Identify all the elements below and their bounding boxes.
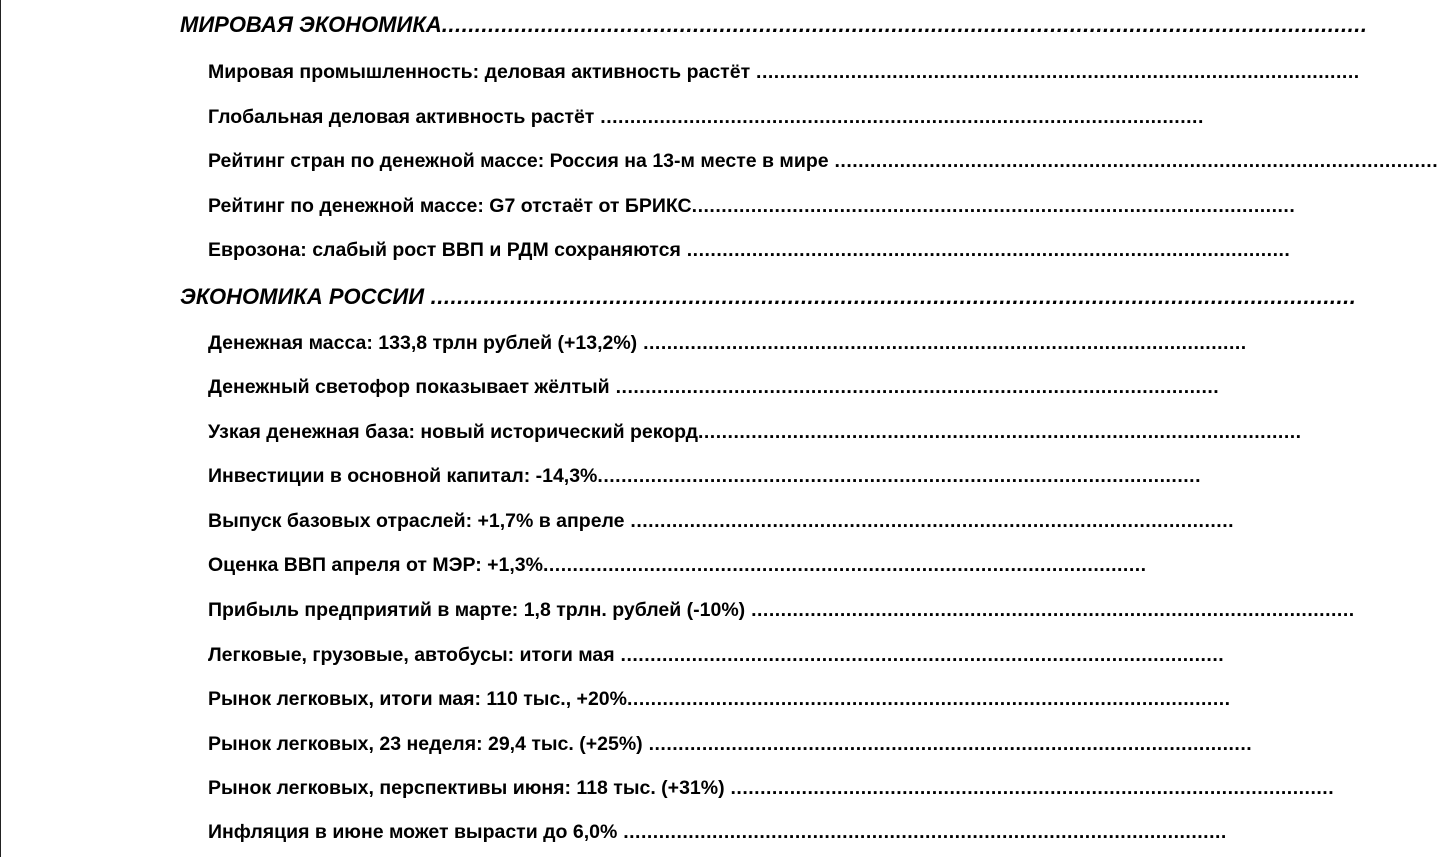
toc-entry-title: Выпуск базовых отраслей: +1,7% в апреле xyxy=(208,510,625,532)
toc-entry-title: Рейтинг по денежной массе: G7 отстаёт от БРИКС xyxy=(208,195,692,217)
toc-entry[interactable] xyxy=(208,733,1253,756)
dot-leader: ...................................................................................................... xyxy=(691,195,1296,217)
toc-entry-title: Еврозона: слабый рост ВВП и РДМ сохраняются xyxy=(208,239,681,261)
toc-entry[interactable] xyxy=(208,554,1147,577)
toc-entry[interactable] xyxy=(208,61,1360,84)
dot-leader: ...................................................................................................... xyxy=(597,465,1202,487)
dot-leader: ...................................................................................................... xyxy=(624,510,1235,532)
dot-leader: ...................................................................................................... xyxy=(828,150,1438,172)
toc-entry[interactable] xyxy=(208,195,1296,218)
toc-entry-title: Глобальная деловая активность растёт xyxy=(208,106,595,128)
toc-entry-title: Рынок легковых, 23 неделя: 29,4 тыс. (+25%) xyxy=(208,733,643,755)
toc-entry-title: Легковые, грузовые, автобусы: итоги мая xyxy=(208,644,615,666)
toc-section-world-economy[interactable] xyxy=(180,12,1368,38)
toc-entry-title: Оценка ВВП апреля от МЭР: +1,3% xyxy=(208,554,543,576)
dot-leader: ...................................................................................................... xyxy=(609,376,1220,398)
toc-entry-title: Мировая промышленность: деловая активность растёт xyxy=(208,61,751,83)
dot-leader: ...................................................................................................... xyxy=(637,332,1247,354)
toc-entry-title: Денежная масса: 133,8 трлн рублей (+13,2%) xyxy=(208,332,638,354)
toc-entry[interactable] xyxy=(208,332,1247,355)
toc-entry-title: Рынок легковых, итоги мая: 110 тыс., +20% xyxy=(208,688,627,710)
dot-leader: ...................................................................................................... xyxy=(724,777,1335,799)
dot-leader: ...................................................................................................... xyxy=(626,688,1231,710)
toc-section-russia-economy[interactable] xyxy=(180,284,1357,310)
dot-leader: ...................................................................................................... xyxy=(614,644,1225,666)
dot-leader: ...................................................................................................... xyxy=(750,61,1360,83)
dot-leader: ...................................................................................................... xyxy=(542,554,1147,576)
toc-entry[interactable] xyxy=(208,510,1235,533)
toc-entry-title: Прибыль предприятий в марте: 1,8 трлн. рублей (-10%) xyxy=(208,599,746,621)
toc-entry[interactable] xyxy=(208,821,1227,844)
toc-section-title: ЭКОНОМИКА РОССИИ xyxy=(180,284,425,309)
toc-entry[interactable] xyxy=(208,150,1438,173)
toc-entry-title: Инфляция в июне может вырасти до 6,0% xyxy=(208,821,618,843)
toc-entry[interactable] xyxy=(208,644,1225,667)
toc-entry-title: Рейтинг стран по денежной массе: Россия на 13-м месте в мире xyxy=(208,150,829,172)
dot-leader: ...................................................................................................... xyxy=(697,421,1302,443)
toc-entry[interactable] xyxy=(208,777,1335,800)
toc-entry[interactable] xyxy=(208,421,1302,444)
toc-entry-title: Денежный светофор показывает жёлтый xyxy=(208,376,610,398)
dot-leader: ...................................................................................................... xyxy=(617,821,1227,843)
toc-entry-title: Рынок легковых, перспективы июня: 118 тыс. (+31%) xyxy=(208,777,725,799)
toc-entry-title: Инвестиции в основной капитал: -14,3% xyxy=(208,465,598,487)
dot-leader: ...................................................................................................... xyxy=(594,106,1204,128)
dot-leader: ............................................................................................................................................ xyxy=(424,284,1357,309)
page-left-border xyxy=(0,0,1,857)
toc-entry[interactable] xyxy=(208,465,1202,488)
toc-section-title: МИРОВАЯ ЭКОНОМИКА xyxy=(180,12,442,37)
toc-entry[interactable] xyxy=(208,688,1231,711)
toc-entry[interactable] xyxy=(208,106,1204,129)
dot-leader: ...................................................................................................... xyxy=(745,599,1355,621)
dot-leader: ...................................................................................................... xyxy=(680,239,1291,261)
toc-entry[interactable] xyxy=(208,376,1220,399)
toc-entry[interactable] xyxy=(208,239,1291,262)
dot-leader: ............................................................................................................................................ xyxy=(441,12,1368,37)
dot-leader: ...................................................................................................... xyxy=(642,733,1253,755)
toc-entry-title: Узкая денежная база: новый исторический рекорд xyxy=(208,421,698,443)
toc-entry[interactable] xyxy=(208,599,1355,622)
